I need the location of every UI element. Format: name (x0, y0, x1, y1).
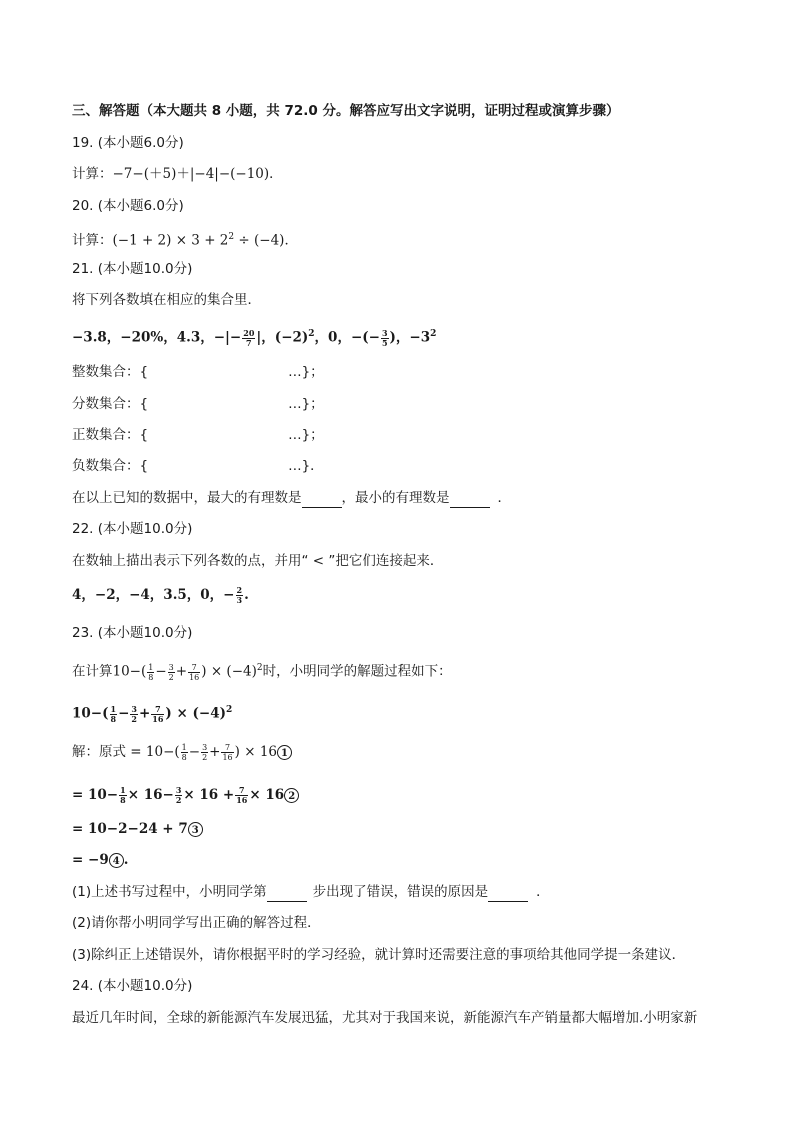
frac-num: 7 (235, 786, 248, 796)
set-end: …}； (288, 427, 324, 443)
q23-title: 23. (本小题10.0分) (72, 625, 193, 641)
q20-prefix: 计算： (72, 232, 113, 249)
expr-lead: 10−( (72, 705, 109, 722)
plus-sign: + (209, 744, 221, 760)
times-16: ) × 16 (234, 744, 277, 760)
q20-title: 20. (本小题6.0分) (72, 198, 184, 214)
frac-num: 7 (188, 663, 200, 673)
section-header: 三、解答题（本大题共 8 小题，共 72.0 分。解答应写出文字说明，证明过程或演算步骤） (72, 103, 620, 119)
frac-num: 3 (381, 327, 388, 338)
q21-set-integers (72, 362, 324, 382)
q23-part1-b: 步出现了错误，错误的原因是 (312, 884, 489, 900)
frac-num: 3 (168, 662, 174, 672)
q20-expr: (−1 + 2) × 3 + 2 (112, 232, 229, 249)
q20-exp: 2 (228, 232, 235, 242)
step-marker-1: 1 (277, 745, 292, 760)
q20-tail: ÷ (−4)． (234, 232, 298, 249)
step-marker-3: 3 (188, 822, 203, 837)
frac-3-2 (175, 786, 183, 805)
frac-num: 7 (221, 743, 233, 753)
frac-den: 16 (236, 795, 248, 805)
step-marker-4: 4 (109, 853, 124, 868)
q21-frac-20-7 (242, 329, 255, 348)
set-label: 分数集合：{ (72, 396, 149, 412)
q21-set-fractions (72, 394, 324, 414)
frac-num: 3 (131, 703, 137, 714)
times-neg4: ) × (−4) (165, 705, 227, 722)
q22-numbers (72, 583, 249, 607)
q21-final (72, 488, 511, 508)
q21-numbers-c: ，0，−(− (314, 329, 380, 346)
frac-num: 1 (120, 785, 126, 795)
q23-part3: (3)除纠正上述错误外，请你根据平时的学习经验，就计算时还需要注意的事项给其他同学提一条建议． (72, 947, 686, 963)
frac-num: 2 (236, 585, 243, 595)
q23-intro (72, 656, 452, 684)
plus-sign: + (175, 663, 188, 680)
frac-den: 2 (168, 672, 174, 682)
q21-instruction: 将下列各数填在相应的集合里． (72, 292, 261, 308)
frac-num: 1 (148, 662, 154, 672)
frac-den: 5 (381, 337, 388, 348)
set-label: 负数集合：{ (72, 458, 149, 474)
step2-lead: = 10− (72, 787, 119, 803)
frac-num: 3 (202, 743, 208, 752)
q23-solution-step2 (72, 783, 299, 807)
q21-numbers-b: |，(−2) (256, 329, 309, 346)
frac-den: 16 (189, 672, 200, 682)
frac-den: 8 (120, 795, 126, 805)
q21-set-negatives (72, 456, 324, 476)
frac-7-16 (235, 786, 248, 805)
q23-expression (72, 698, 232, 726)
frac-den: 2 (202, 753, 208, 762)
answer-blank (302, 493, 342, 508)
step2-a: × 16− (127, 787, 174, 803)
step3-text: = 10−2−24 + 7 (72, 821, 188, 837)
q22-title: 22. (本小题10.0分) (72, 521, 193, 537)
frac-3-2 (130, 705, 138, 724)
frac-7-16 (188, 663, 200, 682)
step2-b: × 16 + (183, 787, 235, 803)
exponent: 2 (256, 663, 263, 673)
frac-7-16 (151, 705, 164, 724)
frac-num: 3 (175, 785, 182, 795)
frac-den: 8 (181, 753, 187, 762)
frac-den: 8 (148, 672, 154, 682)
frac-7-16 (221, 743, 233, 762)
q21-numbers (72, 322, 436, 350)
step4-end: . (123, 852, 129, 868)
q23-solution-step1 (72, 740, 292, 764)
answer-blank (488, 887, 528, 902)
exponent: 2 (226, 705, 233, 715)
frac-1-8 (147, 663, 154, 682)
frac-den: 2 (131, 713, 137, 724)
minus-sign: − (155, 663, 167, 680)
q21-final-b: ，最小的有理数是 (341, 490, 450, 506)
times-neg4: ) × (−4) (201, 663, 257, 680)
frac-num: 7 (151, 705, 164, 715)
q23-solution-step4 (72, 850, 128, 870)
answer-blank (450, 493, 490, 508)
frac-den: 2 (175, 795, 182, 805)
minus-sign: − (118, 705, 130, 722)
q24-title: 24. (本小题10.0分) (72, 978, 193, 994)
frac-1-8 (119, 786, 127, 805)
frac-1-8 (181, 743, 188, 762)
frac-den: 7 (246, 337, 252, 348)
set-end: …}． (288, 458, 324, 474)
frac-num: 1 (110, 703, 117, 714)
frac-3-2 (201, 743, 208, 762)
q21-numbers-d: )，−3 (389, 329, 431, 346)
q21-exp1: 2 (308, 329, 315, 339)
frac-3-2 (168, 663, 175, 682)
set-label: 整数集合：{ (72, 364, 149, 380)
plus-sign: + (138, 705, 151, 722)
q23-part1-a: (1)上述书写过程中，小明同学第 (72, 884, 267, 900)
frac-den: 16 (152, 713, 164, 724)
q22-numbers-text: 4，−2，−4，3.5，0，− (72, 587, 235, 603)
set-label: 正数集合：{ (72, 427, 149, 443)
frac-den: 8 (110, 713, 117, 724)
q21-set-positives (72, 425, 324, 445)
q22-frac-2-3 (236, 586, 244, 605)
q23-intro-b: 时，小明同学的解题过程如下： (262, 663, 452, 680)
frac-1-8 (110, 705, 118, 724)
q23-part2: (2)请你帮小明同学写出正确的解答过程． (72, 915, 321, 931)
q21-frac-3-5 (381, 329, 389, 348)
q21-final-c: ． (497, 490, 511, 506)
q21-numbers-a: −3.8，−20%，4.3，−|− (72, 329, 242, 346)
frac-den: 3 (236, 595, 243, 605)
q21-final-a: 在以上已知的数据中，最大的有理数是 (72, 490, 302, 506)
q23-intro-a: 在计算10−( (72, 663, 147, 680)
q22-end: . (244, 587, 249, 603)
set-end: …}； (288, 396, 324, 412)
q21-title: 21. (本小题10.0分) (72, 261, 193, 277)
q20-text (72, 227, 298, 251)
minus-sign: − (188, 744, 201, 760)
set-end: …}； (288, 364, 324, 380)
solution-lead: 解：原式 = 10−( (72, 744, 180, 760)
frac-num: 1 (181, 743, 187, 752)
frac-den: 16 (222, 753, 233, 762)
step-marker-2: 2 (284, 788, 299, 803)
frac-num: 20 (243, 327, 255, 338)
q24-text: 最近几年时间，全球的新能源汽车发展迅猛，尤其对于我国来说，新能源汽车产销量都大幅增加.小明家新 (72, 1010, 698, 1026)
step2-c: × 16 (249, 787, 285, 803)
q22-instruction: 在数轴上描出表示下列各数的点，并用“ < ”把它们连接起来． (72, 553, 444, 569)
answer-blank (267, 887, 307, 902)
q19-title: 19. (本小题6.0分) (72, 135, 184, 151)
q23-part1 (72, 882, 550, 902)
step4-text: = −9 (72, 852, 109, 868)
q19-text: 计算：−7−(＋5)＋|−4|−(−10)． (72, 166, 283, 182)
q23-solution-step3 (72, 819, 203, 839)
q21-exp2: 2 (430, 329, 437, 339)
q23-part1-c: ． (536, 884, 550, 900)
